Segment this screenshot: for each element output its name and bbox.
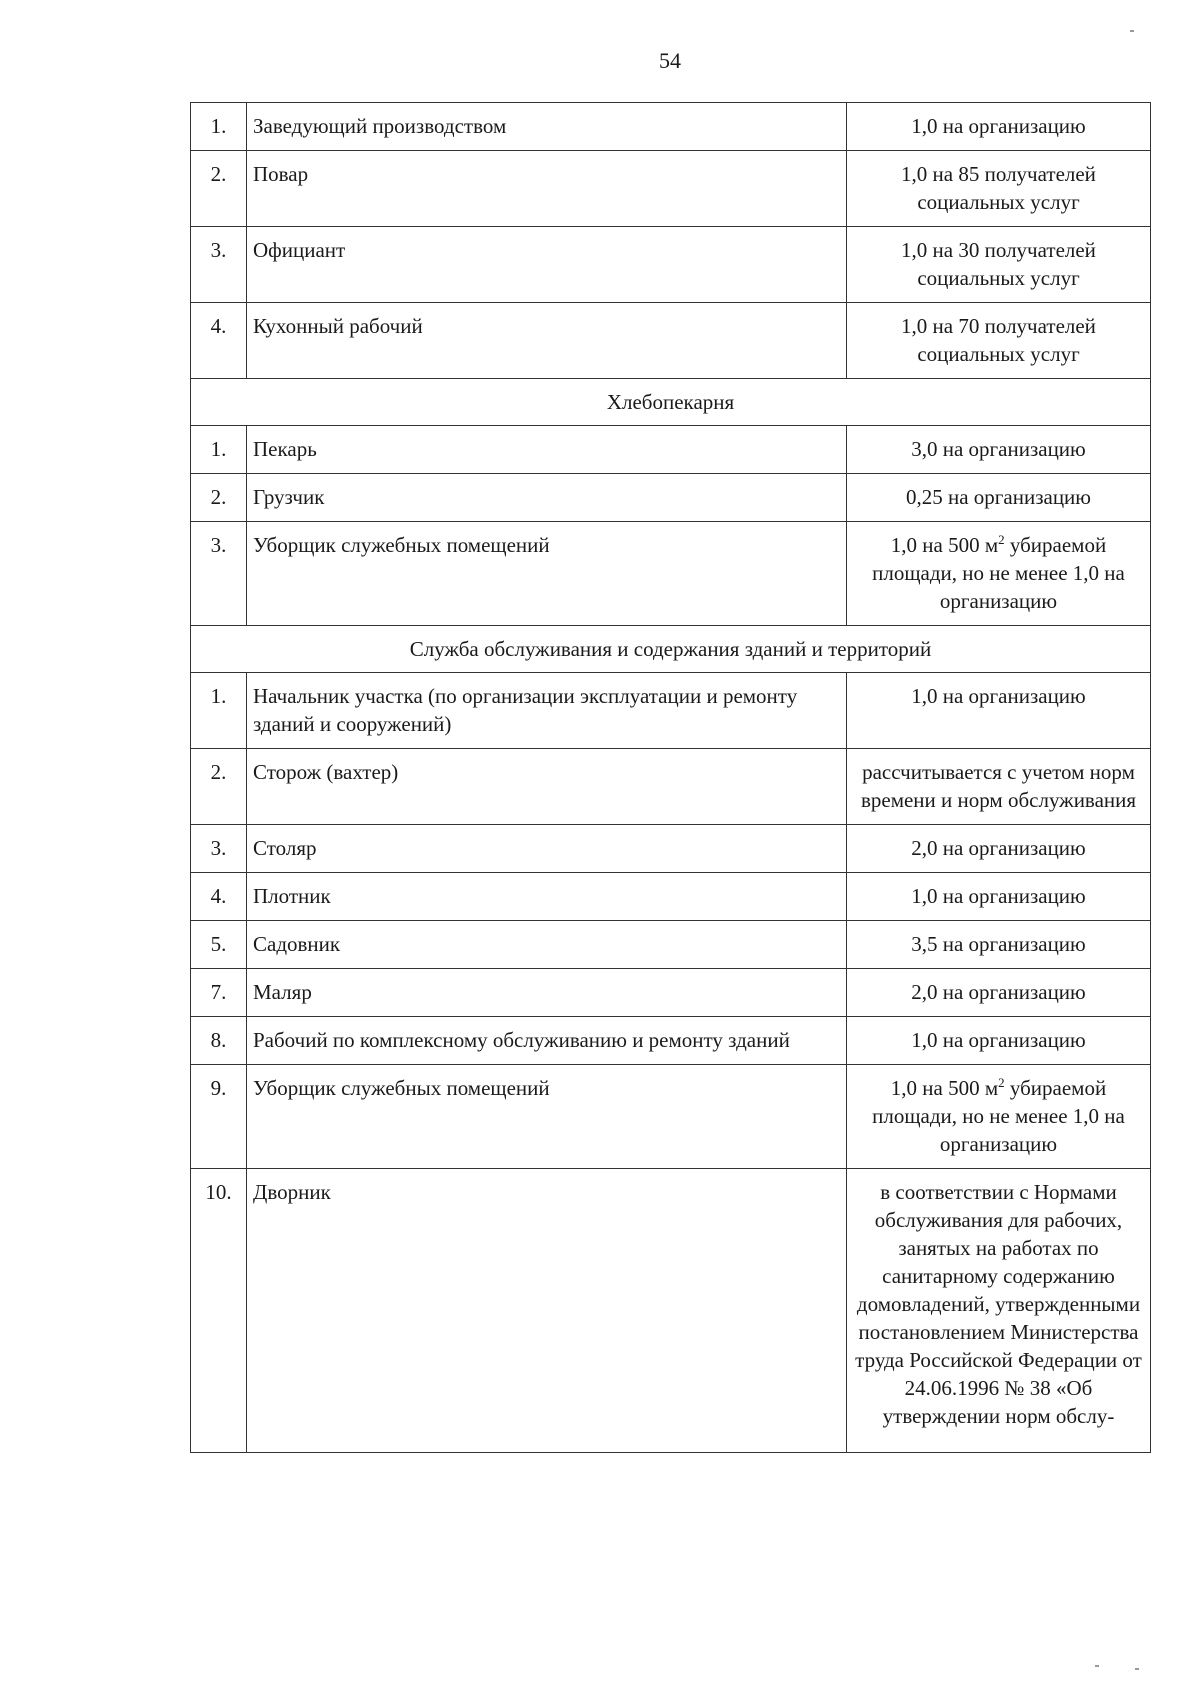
table-row [191,873,1151,921]
row-number: 1. [191,673,247,749]
staffing-norm: рассчитывается с учетом норм времени и норм обслуживания [847,749,1151,825]
staffing-norm: 1,0 на 30 получателей социальных услуг [847,227,1151,303]
position-name: Уборщик служебных помещений [247,1065,847,1169]
scan-artifact [1095,1665,1099,1667]
table-row [191,1017,1151,1065]
row-number: 3. [191,522,247,626]
page-number: 54 [659,48,681,73]
staffing-norm: 1,0 на 70 получателей социальных услуг [847,303,1151,379]
position-name: Маляр [247,969,847,1017]
row-number: 7. [191,969,247,1017]
table-row [191,522,1151,626]
table-row [191,1065,1151,1169]
row-number: 5. [191,921,247,969]
position-name: Садовник [247,921,847,969]
staffing-norm: 2,0 на организацию [847,969,1151,1017]
staffing-norm: 1,0 на организацию [847,1017,1151,1065]
norm-text-end: убираемой площади, но не менее 1,0 на организацию [872,533,1125,613]
table-row [191,151,1151,227]
position-name: Начальник участка (по организации эксплуатации и ремонту зданий и сооружений) [247,673,847,749]
row-number: 2. [191,474,247,522]
table-row [191,673,1151,749]
position-name: Рабочий по комплексному обслуживанию и ремонту зданий [247,1017,847,1065]
superscript-exponent: 2 [998,1075,1005,1090]
position-name: Уборщик служебных помещений [247,522,847,626]
staffing-norm: в соответствии с Нормами обслуживания для рабочих, занятых на работах по санитарному содержанию домовладений, утвержденными постановлением Министерства труда Российской Федерации от 24.06.1996 № 38 «Об утверждении норм обслу- [847,1169,1151,1453]
table-row [191,969,1151,1017]
scan-artifact [1130,30,1134,32]
norm-text-start: 1,0 на 500 м [890,1076,999,1100]
staffing-norm: 1,0 на организацию [847,873,1151,921]
position-name: Официант [247,227,847,303]
row-number: 3. [191,825,247,873]
position-name: Дворник [247,1169,847,1453]
position-name: Плотник [247,873,847,921]
row-number: 1. [191,103,247,151]
position-name: Пекарь [247,426,847,474]
staffing-norm: 2,0 на организацию [847,825,1151,873]
row-number: 9. [191,1065,247,1169]
staffing-norm: 0,25 на организацию [847,474,1151,522]
table-row [191,749,1151,825]
table-row [191,303,1151,379]
norm-text-start: 1,0 на 500 м [890,533,999,557]
table-row [191,227,1151,303]
position-name: Сторож (вахтер) [247,749,847,825]
row-number: 3. [191,227,247,303]
position-name: Грузчик [247,474,847,522]
staffing-norm: 3,0 на организацию [847,426,1151,474]
staffing-norm: 1,0 на организацию [847,673,1151,749]
row-number: 8. [191,1017,247,1065]
row-number: 4. [191,873,247,921]
section-header-row [191,626,1151,673]
section-title: Хлебопекарня [191,379,1151,426]
staffing-norm [847,522,1151,626]
position-name: Заведующий производством [247,103,847,151]
table-row [191,426,1151,474]
staffing-norms-table [190,102,1151,1453]
table-row [191,103,1151,151]
staffing-norm [847,1065,1151,1169]
section-title: Служба обслуживания и содержания зданий и территорий [191,626,1151,673]
row-number: 10. [191,1169,247,1453]
row-number: 4. [191,303,247,379]
table-row [191,825,1151,873]
section-header-row [191,379,1151,426]
table-row [191,474,1151,522]
position-name: Кухонный рабочий [247,303,847,379]
row-number: 2. [191,749,247,825]
staffing-norm: 1,0 на 85 получателей социальных услуг [847,151,1151,227]
row-number: 1. [191,426,247,474]
superscript-exponent: 2 [998,532,1005,547]
table-row [191,1169,1151,1453]
position-name: Повар [247,151,847,227]
table-row [191,921,1151,969]
staffing-norm: 3,5 на организацию [847,921,1151,969]
position-name: Столяр [247,825,847,873]
row-number: 2. [191,151,247,227]
norm-text-end: убираемой площади, но не менее 1,0 на организацию [872,1076,1125,1156]
staffing-norm: 1,0 на организацию [847,103,1151,151]
scan-artifact [1135,1668,1139,1670]
